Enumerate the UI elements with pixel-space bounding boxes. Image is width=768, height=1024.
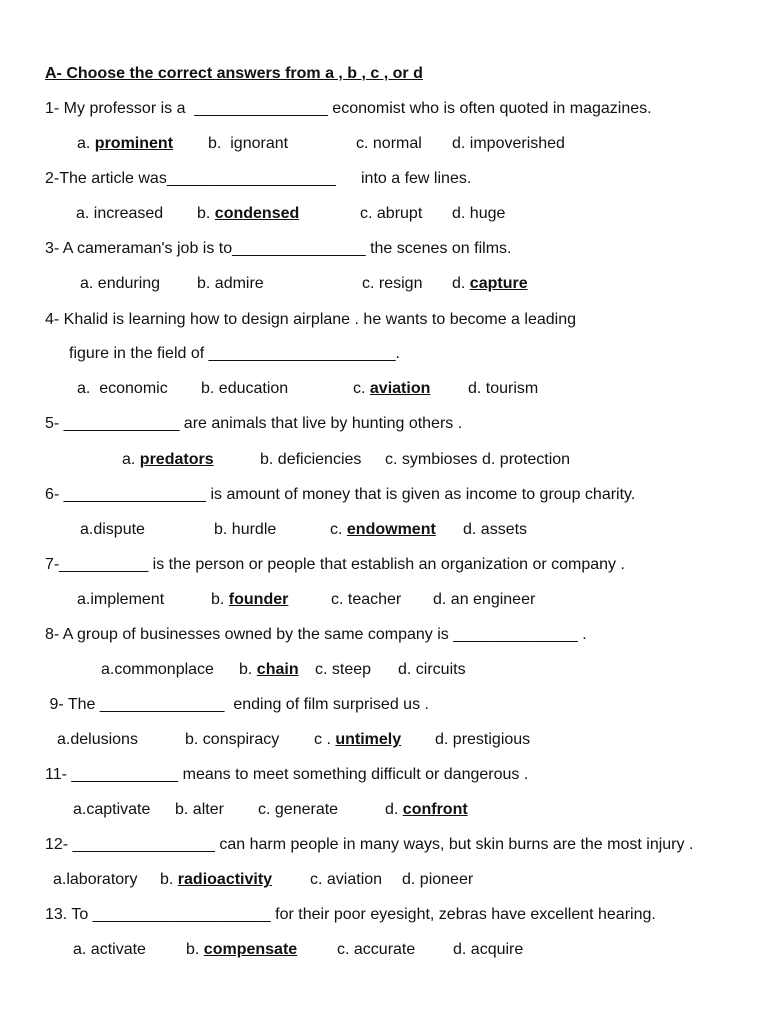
- section-heading: A- Choose the correct answers from a , b , c , or d: [45, 65, 423, 82]
- option-letter: c.: [330, 521, 343, 538]
- q2-option-b: [197, 206, 299, 222]
- correct-answer: prominent: [94, 135, 174, 152]
- question-2-stem-end: into a few lines.: [361, 170, 472, 187]
- q6-option-a: a.dispute: [80, 521, 145, 538]
- q6-option-b: b. hurdle: [214, 521, 277, 538]
- q1-option-a: [77, 136, 173, 152]
- correct-answer: founder: [228, 591, 289, 608]
- q2-option-c: c. abrupt: [360, 205, 423, 222]
- option-letter: b.: [211, 591, 225, 608]
- question-11-stem: 11- ____________ means to meet something difficult or dangerous .: [45, 766, 529, 783]
- q5-option-d: d. protection: [482, 451, 571, 468]
- q4-option-d: d. tourism: [468, 380, 539, 397]
- option-letter: b.: [186, 941, 200, 958]
- option-letter: c.: [353, 380, 366, 397]
- question-12-stem: 12- ________________ can harm people in many ways, but skin burns are the most injury .: [45, 836, 694, 853]
- option-letter: b.: [239, 661, 253, 678]
- correct-answer: condensed: [214, 205, 300, 222]
- q4-option-c: [353, 381, 430, 397]
- correct-answer: predators: [139, 451, 214, 468]
- question-7-stem: 7-__________ is the person or people that establish an organization or company .: [45, 556, 625, 573]
- q11-option-c: c. generate: [258, 801, 339, 818]
- q12-option-a: a.laboratory: [53, 871, 138, 888]
- question-2-stem: 2-The article was___________________: [45, 170, 336, 187]
- q13-option-b: [186, 942, 297, 958]
- question-9-stem: 9- The ______________ ending of film surprised us .: [45, 696, 429, 713]
- question-4-stem: 4- Khalid is learning how to design airplane . he wants to become a leading: [45, 311, 576, 328]
- question-6-stem: 6- ________________ is amount of money that is given as income to group charity.: [45, 486, 636, 503]
- q1-option-d: d. impoverished: [452, 135, 565, 152]
- q11-option-b: b. alter: [175, 801, 224, 818]
- option-letter: a.: [77, 135, 91, 152]
- q9-option-a: a.delusions: [57, 731, 138, 748]
- correct-answer: aviation: [369, 380, 431, 397]
- q7-option-b: [211, 592, 288, 608]
- correct-answer: capture: [469, 275, 528, 292]
- q5-option-b: b. deficiencies: [260, 451, 362, 468]
- q13-option-d: d. acquire: [453, 941, 524, 958]
- option-letter: b.: [197, 205, 211, 222]
- option-letter: d.: [452, 275, 466, 292]
- question-4-stem-cont: figure in the field of _____________________.: [69, 345, 400, 362]
- question-8-stem: 8- A group of businesses owned by the same company is ______________ .: [45, 626, 587, 643]
- correct-answer: confront: [402, 801, 468, 818]
- q9-option-d: d. prestigious: [435, 731, 531, 748]
- q4-option-b: b. education: [201, 380, 289, 397]
- option-letter: d.: [385, 801, 399, 818]
- q6-option-c: [330, 522, 436, 538]
- q7-option-c: c. teacher: [331, 591, 402, 608]
- option-letter: a.: [122, 451, 136, 468]
- q7-option-a: a.implement: [77, 591, 165, 608]
- correct-answer: compensate: [203, 941, 298, 958]
- q13-option-a: a. activate: [73, 941, 146, 958]
- q6-option-d: d. assets: [463, 521, 528, 538]
- question-1-stem: 1- My professor is a _______________ economist who is often quoted in magazines.: [45, 100, 652, 117]
- q8-option-c: c. steep: [315, 661, 372, 678]
- q3-option-b: b. admire: [197, 275, 264, 292]
- question-5-stem: 5- _____________ are animals that live by hunting others .: [45, 415, 463, 432]
- q2-option-a: a. increased: [76, 205, 164, 222]
- option-letter: c .: [314, 731, 331, 748]
- q5-option-c: c. symbioses: [385, 451, 478, 468]
- q1-option-c: c. normal: [356, 135, 422, 152]
- q13-option-c: c. accurate: [337, 941, 416, 958]
- q12-option-d: d. pioneer: [402, 871, 474, 888]
- q3-option-a: a. enduring: [80, 275, 161, 292]
- q3-option-c: c. resign: [362, 275, 423, 292]
- q5-option-a: [122, 452, 214, 468]
- q12-option-b: [160, 872, 272, 888]
- q9-option-c: [314, 732, 401, 748]
- correct-answer: radioactivity: [177, 871, 273, 888]
- q8-option-b: [239, 662, 299, 678]
- correct-answer: untimely: [335, 731, 402, 748]
- q3-option-d: [452, 276, 528, 292]
- q11-option-a: a.captivate: [73, 801, 151, 818]
- correct-answer: endowment: [346, 521, 436, 538]
- question-3-stem: 3- A cameraman's job is to_______________ the scenes on films.: [45, 240, 512, 257]
- q9-option-b: b. conspiracy: [185, 731, 280, 748]
- question-13-stem: 13. To ____________________ for their poor eyesight, zebras have excellent hearing.: [45, 906, 656, 923]
- q1-option-b: b. ignorant: [208, 135, 289, 152]
- q7-option-d: d. an engineer: [433, 591, 536, 608]
- q4-option-a: a. economic: [77, 380, 168, 397]
- option-letter: b.: [160, 871, 174, 888]
- q12-option-c: c. aviation: [310, 871, 383, 888]
- correct-answer: chain: [256, 661, 299, 678]
- q8-option-a: a.commonplace: [101, 661, 214, 678]
- q11-option-d: [385, 802, 468, 818]
- q2-option-d: d. huge: [452, 205, 506, 222]
- q8-option-d: d. circuits: [398, 661, 466, 678]
